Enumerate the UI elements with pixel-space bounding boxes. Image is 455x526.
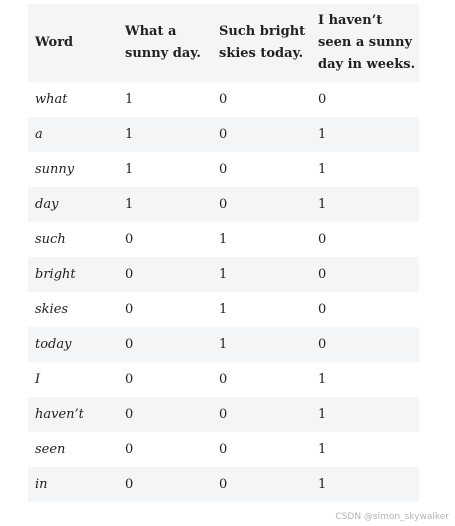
cell-doc3-count: 0: [318, 232, 327, 247]
cell-doc3-count: 1: [318, 127, 327, 142]
table-header-row: [28, 4, 419, 82]
table-row: [28, 397, 419, 432]
cell-doc3-count: 0: [318, 92, 327, 107]
cell-doc2-count: 0: [219, 477, 228, 492]
table-row: [28, 257, 419, 292]
header-doc2: Such bright skies today.: [219, 24, 306, 61]
cell-word: such: [35, 232, 66, 247]
cell-doc3-count: 1: [318, 162, 327, 177]
cell-doc3-count: 0: [318, 302, 327, 317]
cell-doc1-count: 0: [125, 372, 134, 387]
cell-doc1-count: 0: [125, 337, 134, 352]
cell-word: haven’t: [35, 407, 84, 422]
table-row: [28, 117, 419, 152]
cell-word: seen: [35, 442, 66, 457]
cell-doc1-count: 1: [125, 92, 134, 107]
cell-doc1-count: 0: [125, 477, 134, 492]
header-doc3: I haven’t seen a sunny day in weeks.: [318, 13, 416, 72]
cell-doc1-count: 1: [125, 162, 134, 177]
cell-doc3-count: 1: [318, 442, 327, 457]
cell-doc2-count: 0: [219, 197, 228, 212]
word-count-table-container: [28, 4, 419, 502]
cell-word: skies: [35, 302, 69, 317]
table-row: [28, 467, 419, 502]
cell-doc2-count: 0: [219, 372, 228, 387]
cell-doc1-count: 0: [125, 442, 134, 457]
cell-doc2-count: 0: [219, 162, 228, 177]
header-doc1: What a sunny day.: [125, 24, 201, 61]
cell-doc3-count: 1: [318, 477, 327, 492]
cell-word: today: [35, 337, 72, 352]
cell-word: in: [35, 477, 48, 492]
table-row: [28, 187, 419, 222]
table-row: [28, 362, 419, 397]
table-row: [28, 292, 419, 327]
table-row: [28, 327, 419, 362]
cell-word: a: [35, 127, 43, 142]
cell-doc1-count: 1: [125, 197, 134, 212]
cell-doc2-count: 0: [219, 442, 228, 457]
cell-doc2-count: 1: [219, 302, 228, 317]
cell-doc2-count: 1: [219, 232, 228, 247]
cell-doc2-count: 1: [219, 267, 228, 282]
cell-word: sunny: [35, 162, 75, 177]
table-body: [28, 82, 419, 502]
header-word: Word: [35, 35, 74, 50]
cell-doc1-count: 1: [125, 127, 134, 142]
cell-word: bright: [35, 267, 76, 282]
cell-doc2-count: 1: [219, 337, 228, 352]
cell-doc3-count: 1: [318, 197, 327, 212]
cell-doc3-count: 1: [318, 372, 327, 387]
table-row: [28, 432, 419, 467]
cell-word: what: [35, 92, 68, 107]
table-row: [28, 82, 419, 117]
cell-doc1-count: 0: [125, 267, 134, 282]
cell-doc2-count: 0: [219, 92, 228, 107]
table-row: [28, 152, 419, 187]
cell-doc2-count: 0: [219, 407, 228, 422]
word-count-table: [28, 4, 419, 502]
cell-doc1-count: 0: [125, 232, 134, 247]
cell-doc3-count: 0: [318, 337, 327, 352]
cell-doc1-count: 0: [125, 302, 134, 317]
cell-doc2-count: 0: [219, 127, 228, 142]
table-row: [28, 222, 419, 257]
cell-word: day: [35, 197, 59, 212]
cell-word: I: [35, 372, 41, 387]
cell-doc3-count: 1: [318, 407, 327, 422]
cell-doc1-count: 0: [125, 407, 134, 422]
watermark: CSDN @simon_skywalker: [335, 512, 449, 522]
cell-doc3-count: 0: [318, 267, 327, 282]
